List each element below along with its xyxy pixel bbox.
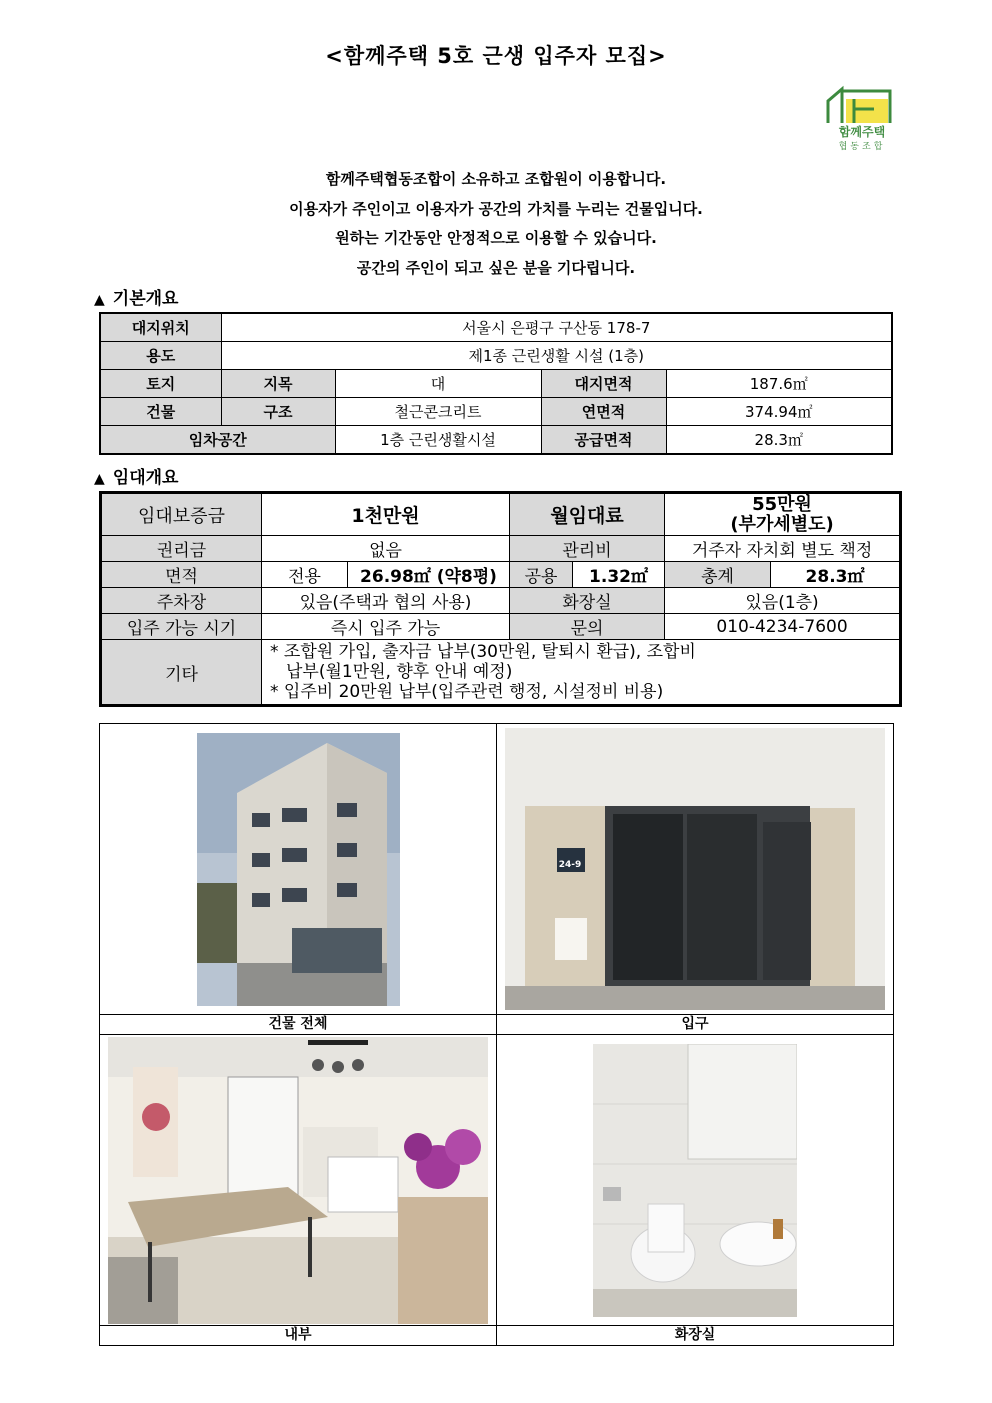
use-value: 제1종 근린생활 시설 (1층) [221,342,892,370]
movein-label: 입주 가능 시기 [101,614,262,640]
building-label: 건물 [100,398,221,426]
photo-grid [99,723,894,1346]
entrance-photo-cell [497,724,894,1015]
area-label: 면적 [101,562,262,588]
floor-area-label: 연면적 [541,398,666,426]
intro-line: 함께주택협동조합이 소유하고 조합원이 이용합니다. [325,170,667,188]
etc-label: 기타 [101,640,262,706]
interior-photo [108,1037,488,1324]
location-label: 대지위치 [100,313,221,342]
etc-line: * 조합원 가입, 출자금 납부(30만원, 탈퇴시 환급), 조합비 [270,642,696,662]
section-lease-heading [94,463,178,488]
total-label: 총계 [665,562,771,588]
entrance-photo [505,728,885,1010]
exclusive-label: 전용 [262,562,348,588]
triangle-icon: ▲ [94,292,105,308]
site-area-value: 187.6㎡ [666,370,892,398]
total-value: 28.3㎡ [771,562,901,588]
entrance-caption: 입구 [497,1015,894,1035]
contact-value: 010-4234-7600 [665,614,901,640]
basic-info-table [99,312,893,455]
intro-line: 공간의 주인이 되고 싶은 분을 기다립니다. [356,258,636,277]
location-value: 서울시 은평구 구산동 178-7 [221,313,892,342]
address-plate: 24-9 [558,860,582,870]
building-photo-cell [100,724,497,1015]
triangle-icon: ▲ [94,471,105,487]
logo-main-text: 함께주택 [838,125,886,139]
restroom-caption: 화장실 [497,1326,894,1346]
intro-text [0,165,992,283]
common-label: 공용 [510,562,573,588]
premium-value: 없음 [262,536,510,562]
exclusive-value: 26.98㎡ (약8평) [348,562,510,588]
section-basic-title: 기본개요 [112,289,179,309]
rental-space-value: 1층 근린생활시설 [335,426,541,455]
floor-area-value: 374.94㎡ [666,398,892,426]
building-caption: 건물 전체 [100,1015,497,1035]
house-logo-icon [824,85,896,125]
premium-label: 권리금 [101,536,262,562]
etc-line: 납부(월1만원, 향후 안내 예정) [286,662,513,682]
mgmt-value: 거주자 자치회 별도 책정 [665,536,901,562]
restroom-label: 화장실 [510,588,665,614]
deposit-value: 1천만원 [262,493,510,536]
supply-area-value: 28.3㎡ [666,426,892,455]
intro-line: 원하는 기간동안 안정적으로 이용할 수 있습니다. [335,229,657,247]
parking-label: 주차장 [101,588,262,614]
structure-value: 철근콘크리트 [335,398,541,426]
rent-cell [665,493,901,536]
mgmt-label: 관리비 [510,536,665,562]
contact-label: 문의 [510,614,665,640]
etc-value [262,640,901,706]
rental-space-label: 임차공간 [100,426,335,455]
section-basic-heading [94,284,178,309]
structure-label: 구조 [221,398,335,426]
restroom-photo [593,1044,797,1317]
supply-area-label: 공급면적 [541,426,666,455]
intro-line: 이용자가 주인이고 이용자가 공간의 가치를 누리는 건물입니다. [289,199,703,218]
movein-value: 즉시 입주 가능 [262,614,510,640]
common-value: 1.32㎡ [573,562,665,588]
logo-sub-text: 협동조합 [838,142,886,152]
cooperative-logo [824,85,896,153]
building-photo [197,733,400,1006]
deposit-label: 임대보증금 [101,493,262,536]
rent-label: 월임대료 [510,493,665,536]
etc-line: * 입주비 20만원 납부(입주관련 행정, 시설정비 비용) [270,682,664,702]
jimok-label: 지목 [221,370,335,398]
land-label: 토지 [100,370,221,398]
section-lease-title: 임대개요 [112,468,179,488]
site-area-label: 대지면적 [541,370,666,398]
restroom-value: 있음(1층) [665,588,901,614]
page-title: <함께주택 5호 근생 입주자 모집> [325,44,667,68]
interior-caption: 내부 [100,1326,497,1346]
use-label: 용도 [100,342,221,370]
lease-info-table [99,491,902,707]
restroom-photo-cell [497,1035,894,1326]
interior-photo-cell [100,1035,497,1326]
parking-value: 있음(주택과 협의 사용) [262,588,510,614]
rent-note: (부가세별도) [730,513,834,535]
rent-value: 55만원 [752,493,812,515]
jimok-value: 대 [335,370,541,398]
